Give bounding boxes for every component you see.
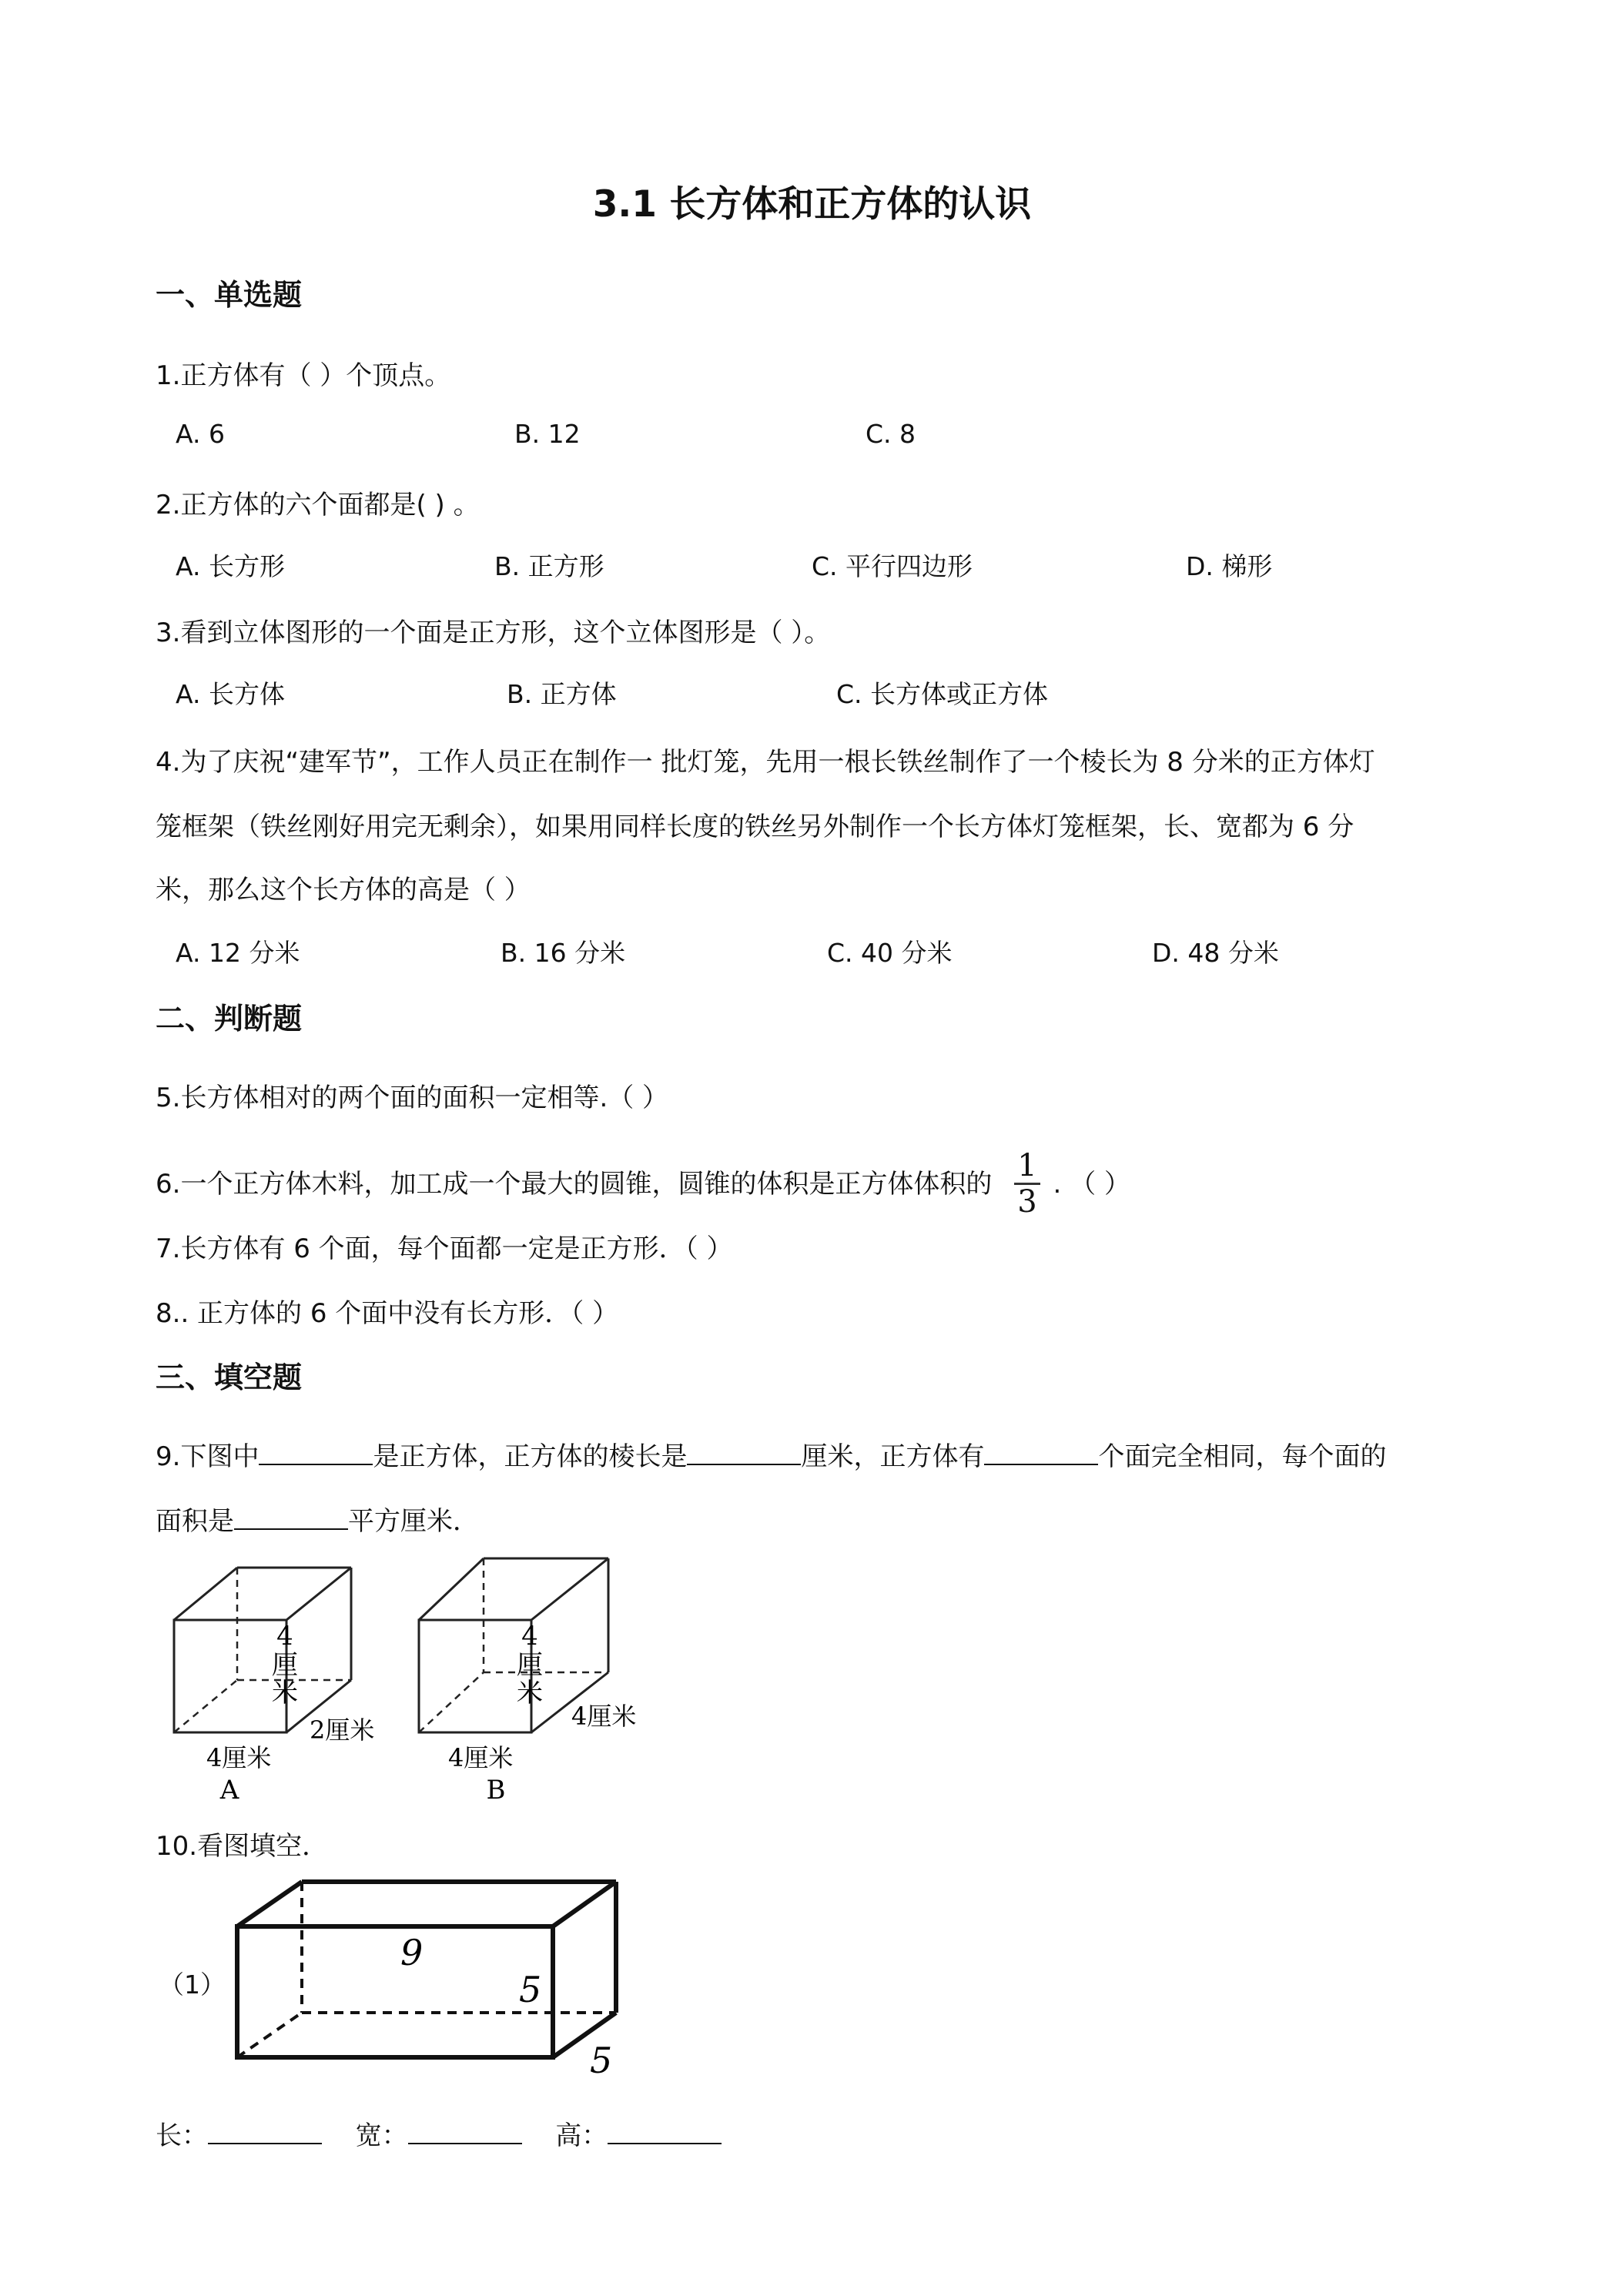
- q3-option-c: C. 长方体或正方体: [836, 679, 1049, 709]
- question-6-text: 6.一个正方体木料，加工成一个最大的圆锥，圆锥的体积是正方体体积的: [156, 1169, 993, 1200]
- fraction: [1014, 1149, 1040, 1219]
- q3-option-a: A. 长方体: [176, 679, 285, 709]
- fig-b-height-number: 4: [521, 1621, 538, 1652]
- q10-height-label: 高：: [555, 2120, 608, 2151]
- q9-text-part-6: 平方厘米．: [348, 1506, 479, 1537]
- q9-text-part-4: 个面完全相同，每个面的: [1098, 1441, 1387, 1472]
- q9-blank-1[interactable]: [259, 1438, 373, 1465]
- q10-width-label: 宽：: [355, 2120, 408, 2151]
- section-heading-single-choice: 一、单选题: [156, 278, 303, 312]
- question-10: 10.看图填空．: [156, 1831, 329, 1862]
- question-6: [156, 1150, 1130, 1220]
- q9-text-part-5: 面积是: [156, 1506, 234, 1537]
- fig-b-width-label: 4厘米: [571, 1702, 637, 1731]
- question-3: 3.看到立体图形的一个面是正方形，这个立体图形是（ ）。: [156, 618, 831, 648]
- q1-option-c: C. 8: [866, 419, 916, 449]
- q1-option-a: A. 6: [176, 419, 225, 449]
- q3-option-b: B. 正方体: [507, 679, 617, 709]
- figure-a-cuboid: [162, 1549, 393, 1803]
- section-heading-fill-blank: 三、填空题: [156, 1361, 303, 1394]
- fig-a-width-label: 2厘米: [310, 1715, 375, 1745]
- q10-length-blank[interactable]: [208, 2117, 322, 2144]
- q4-option-d: D. 48 分米: [1152, 938, 1279, 968]
- q9-blank-2[interactable]: [687, 1438, 801, 1465]
- q2-option-b: B. 正方形: [494, 551, 604, 581]
- q10-length-value: 9: [400, 1932, 424, 1973]
- q4-option-b: B. 16 分米: [501, 938, 626, 968]
- figure-b-cube: [408, 1549, 662, 1803]
- q2-option-a: A. 长方形: [176, 551, 285, 581]
- question-9-line-2: [156, 1500, 479, 1538]
- q10-width-value: 5: [590, 2040, 613, 2077]
- question-1: 1.正方体有（ ）个顶点。: [156, 360, 451, 391]
- q2-option-d: D. 梯形: [1186, 551, 1273, 581]
- q4-option-a: A. 12 分米: [176, 938, 300, 968]
- fig-a-label: A: [219, 1775, 239, 1803]
- question-4-line-1: 4.为了庆祝“建军节”，工作人员正在制作一 批灯笼，先用一根长铁丝制作了一个棱长为 8 分米的正方体灯: [156, 747, 1375, 778]
- q4-option-c: C. 40 分米: [827, 938, 953, 968]
- q9-text-part-2: 是正方体，正方体的棱长是: [373, 1441, 688, 1472]
- section-heading-judgement: 二、判断题: [156, 1002, 303, 1036]
- fig-a-height-number: 4: [276, 1621, 293, 1652]
- fraction-denominator: 3: [1017, 1184, 1037, 1220]
- q1-option-b: B. 12: [514, 419, 581, 449]
- q9-blank-4[interactable]: [234, 1502, 348, 1530]
- question-6-tail: . （ ）: [1053, 1169, 1130, 1200]
- q9-text-part-1: 9.下图中: [156, 1441, 260, 1472]
- q10-answer-line: [156, 2114, 722, 2152]
- question-4-line-2: 笼框架（铁丝刚好用完无剩余），如果用同样长度的铁丝另外制作一个长方体灯笼框架，长、宽都为 6 分: [156, 812, 1354, 842]
- fig-b-length-label: 4厘米: [448, 1743, 514, 1772]
- fraction-numerator: 1: [1014, 1149, 1040, 1185]
- q10-length-label: 长：: [156, 2120, 208, 2151]
- fig-a-height-unit-2: 米: [272, 1678, 298, 1709]
- question-9-line-1: [156, 1435, 1386, 1473]
- question-5: 5.长方体相对的两个面的面积一定相等.（ ）: [156, 1083, 669, 1113]
- question-7: 7.长方体有 6 个面，每个面都一定是正方形．（ ）: [156, 1233, 733, 1264]
- q10-part-label: （1）: [159, 1970, 226, 2000]
- q9-text-part-3: 厘米，正方体有: [801, 1441, 985, 1472]
- fig-a-height-unit-1: 厘: [272, 1650, 298, 1681]
- fig-b-height-unit-1: 厘: [517, 1650, 543, 1681]
- figure-10-cuboid: [228, 1871, 628, 2077]
- q10-height-value: 5: [519, 1969, 542, 2010]
- fig-b-label: B: [486, 1775, 506, 1803]
- page-title: 3.1 长方体和正方体的认识: [592, 183, 1032, 226]
- question-2: 2.正方体的六个面都是( ) 。: [156, 490, 480, 520]
- q10-height-blank[interactable]: [608, 2117, 722, 2144]
- q9-blank-3[interactable]: [984, 1438, 1098, 1465]
- fig-a-length-label: 4厘米: [206, 1743, 272, 1772]
- q10-width-blank[interactable]: [408, 2117, 522, 2144]
- question-8: 8.. 正方体的 6 个面中没有长方形．（ ）: [156, 1298, 619, 1329]
- q2-option-c: C. 平行四边形: [812, 551, 973, 581]
- question-4-line-3: 米，那么这个长方体的高是（ ）: [156, 875, 531, 905]
- fig-b-height-unit-2: 米: [517, 1678, 543, 1709]
